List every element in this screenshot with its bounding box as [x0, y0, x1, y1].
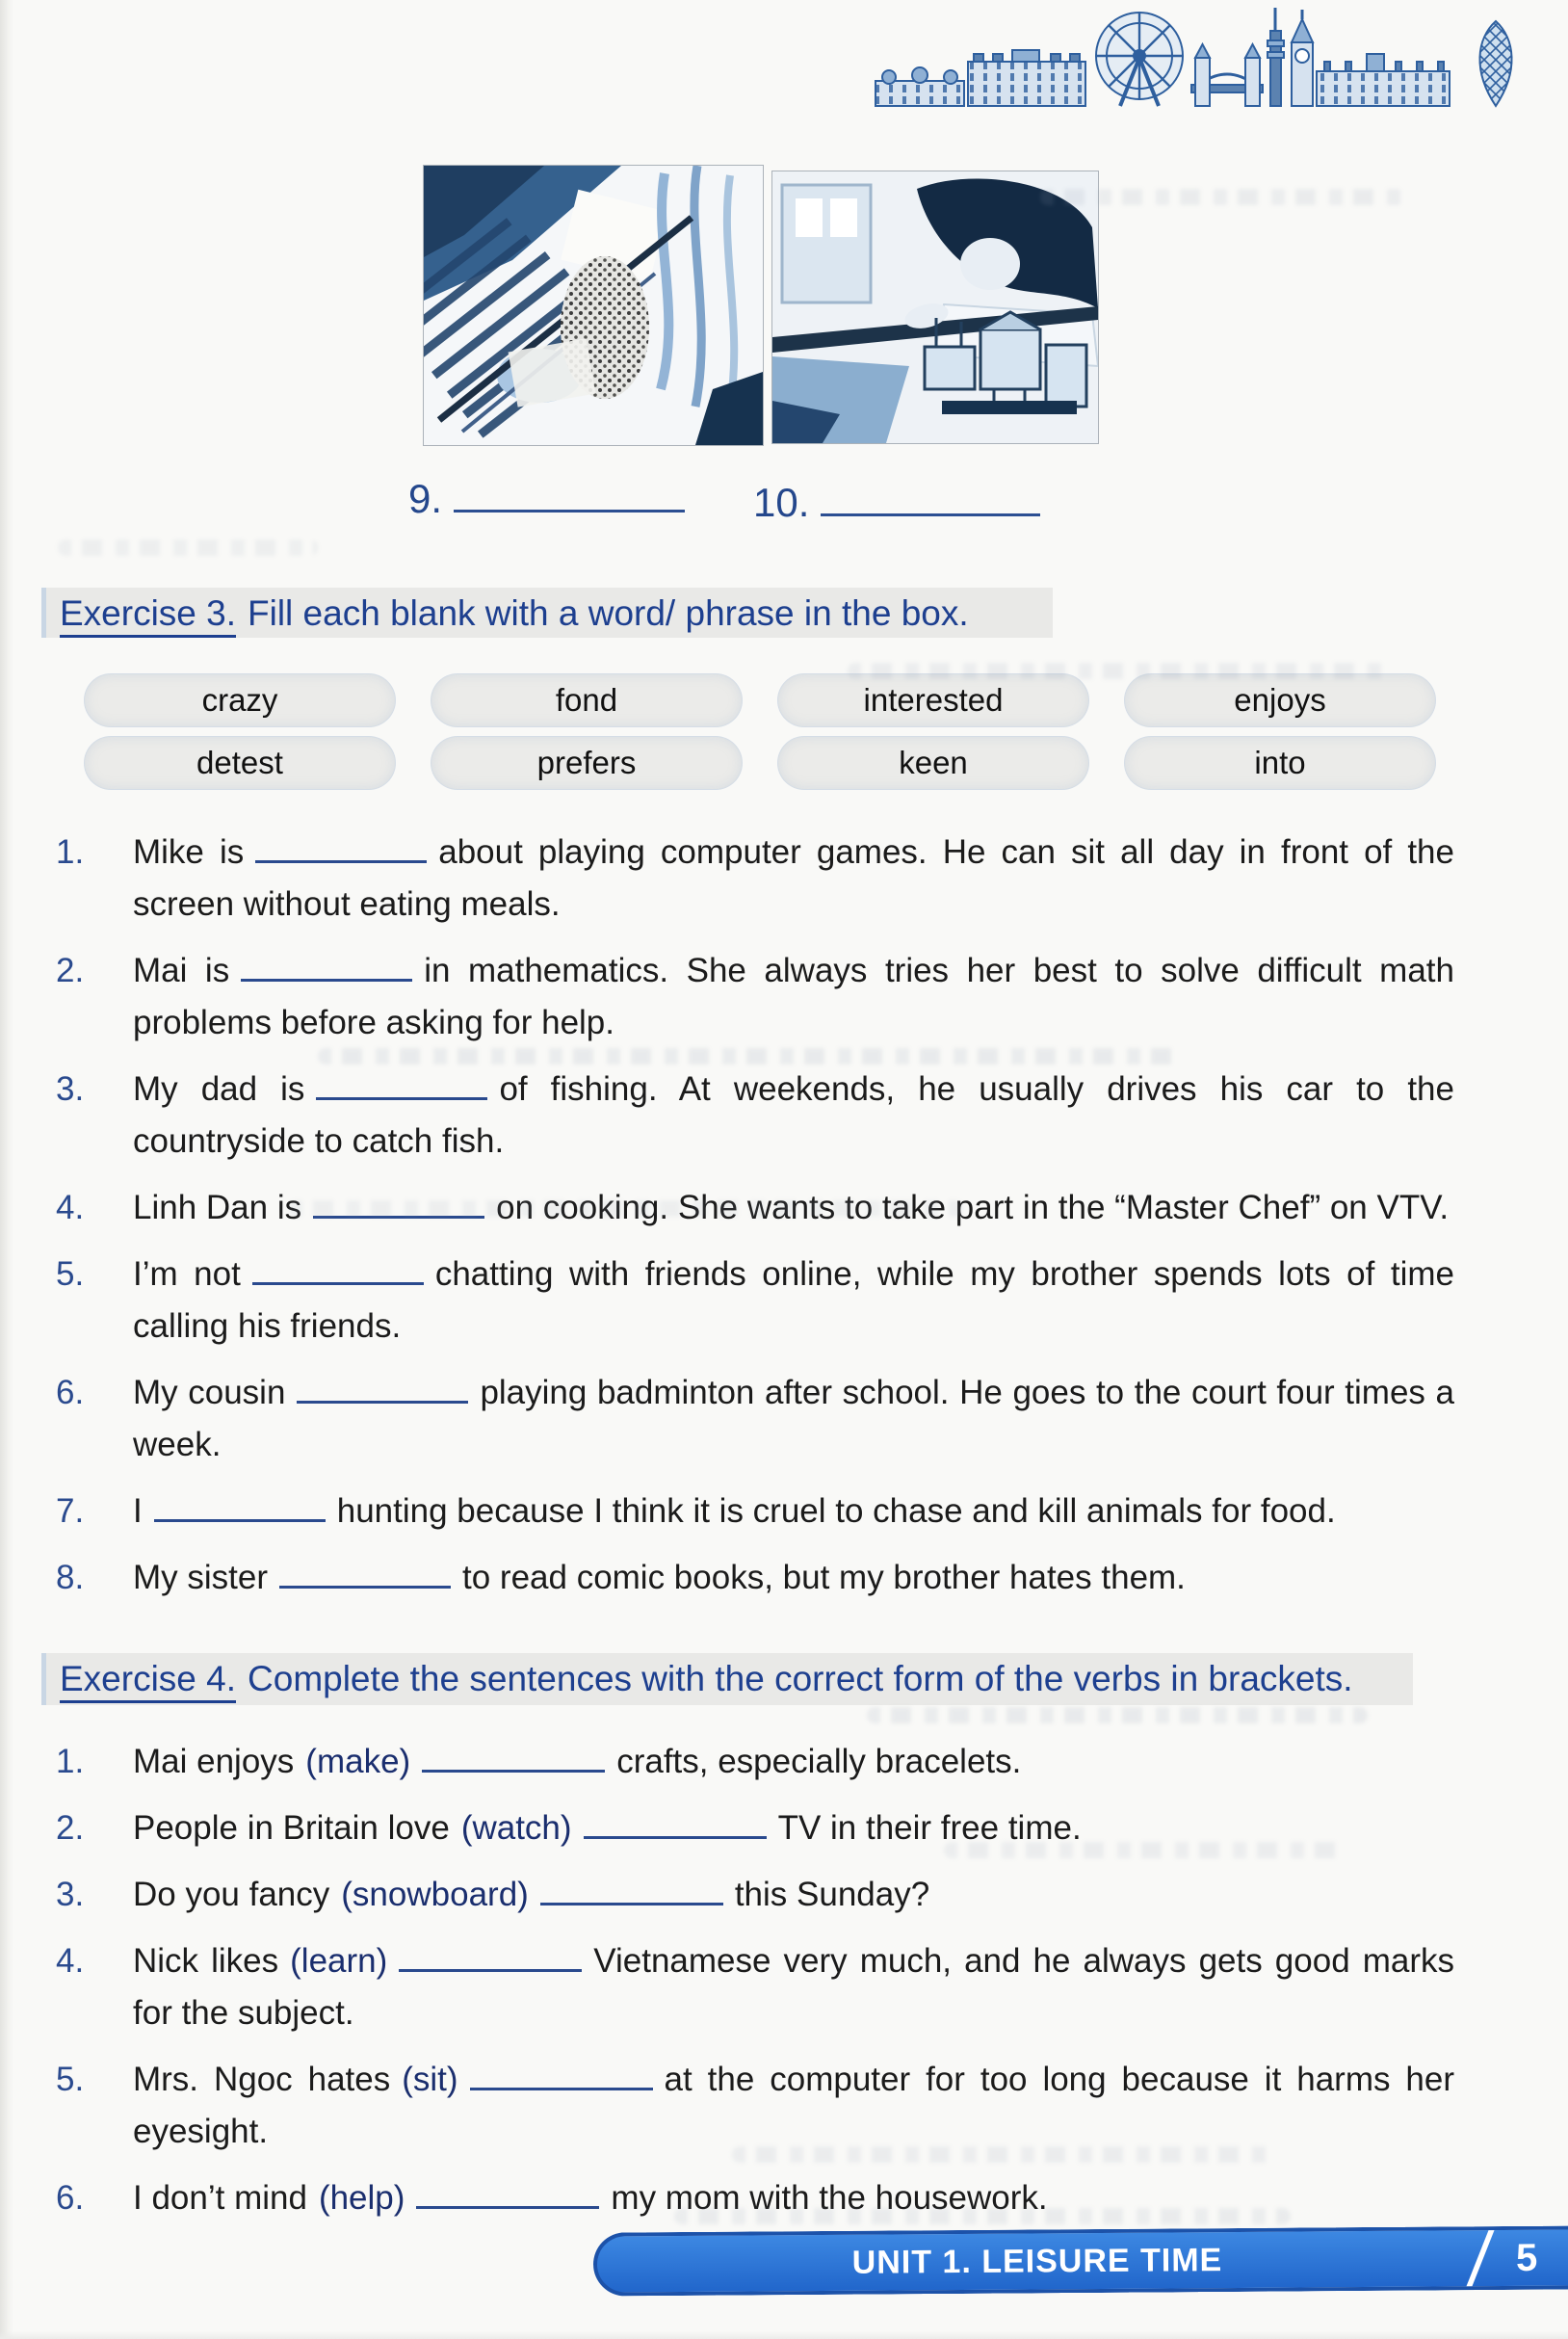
sentence-start: My cousin [133, 1374, 286, 1411]
exercise3-item-8 [56, 1552, 1454, 1604]
exercise4-item-1 [56, 1736, 1454, 1788]
word-pill [1125, 737, 1435, 789]
exercise4-header [41, 1653, 1413, 1705]
exercise3-title: Exercise 3. [60, 593, 236, 638]
page-number: 5 [1515, 2236, 1538, 2279]
item-text [133, 1064, 1454, 1168]
skyline-buildings [875, 8, 1512, 106]
bleed-through-artifact [318, 1048, 1185, 1064]
exercise4-title: Exercise 4. [60, 1659, 236, 1703]
word-pill-label: keen [899, 745, 968, 780]
scan-edge-shadow [0, 0, 13, 2339]
sentence-start: Mai enjoys [133, 1743, 295, 1780]
sentence-start: My dad is [133, 1070, 305, 1108]
bleed-through-artifact [674, 2208, 1291, 2224]
bleed-through-artifact [944, 1842, 1348, 1858]
word-box [85, 674, 1437, 789]
item-number: 5. [56, 1255, 85, 1293]
word-pill-label: interested [863, 682, 1004, 718]
sentence-end: of fishing. At weekends, he usually drives his car to the countryside to catch fish. [133, 1070, 1454, 1160]
exercise3-item-5 [56, 1248, 1454, 1353]
photo-number: 10. [753, 480, 810, 525]
exercise4-item-3 [56, 1869, 1454, 1921]
item-text [133, 1485, 1454, 1537]
fill-blank [255, 853, 427, 863]
sentence-start: Mrs. Ngoc hates [133, 2061, 391, 2098]
item-text [133, 1552, 1454, 1604]
sentence-start: Mai is [133, 952, 230, 989]
tower-bridge-icon [1191, 44, 1263, 106]
item-text [133, 2054, 1454, 2158]
sentence-start: Do you fancy [133, 1876, 330, 1913]
photo-number: 9. [408, 476, 443, 521]
london-skyline-illustration [872, 2, 1536, 108]
item-number: 1. [56, 833, 85, 871]
sentence-start: Nick likes [133, 1942, 279, 1980]
item-number: 5. [56, 2061, 85, 2098]
item-text [133, 1869, 1454, 1921]
sentence-end: this Sunday? [734, 1876, 930, 1913]
fill-blank [540, 1895, 723, 1905]
word-pill-label: enjoys [1234, 682, 1326, 718]
sentence-end: chatting with friends online, while my brother spends lots of time calling his friends. [133, 1255, 1455, 1345]
sentence-start: I don’t mind [133, 2179, 307, 2217]
item-text [133, 1367, 1454, 1471]
item-text [133, 1935, 1454, 2039]
photo-label-9 [408, 476, 685, 522]
fill-blank [316, 1090, 487, 1100]
word-pill [85, 674, 395, 726]
sentence-end: playing badminton after school. He goes to the court four times a week. [133, 1374, 1454, 1463]
exercise3-item-2 [56, 945, 1454, 1049]
item-number: 1. [56, 1743, 85, 1780]
verb-in-brackets: (snowboard) [341, 1876, 529, 1913]
sentence-start: I [133, 1492, 143, 1530]
unit-title: UNIT 1. LEISURE TIME [851, 2241, 1223, 2281]
sentence-end: TV in their free time. [777, 1809, 1082, 1847]
bleed-through-artifact [867, 1707, 1368, 1723]
verb-in-brackets: (make) [305, 1743, 411, 1780]
bleed-through-artifact [289, 1200, 963, 1217]
sentence-end: on cooking. She wants to take part in the “Master Chef” on VTV. [496, 1189, 1450, 1226]
item-number: 4. [56, 1189, 85, 1226]
sentence-start: Linh Dan is [133, 1189, 302, 1226]
word-pill-label: crazy [201, 682, 278, 718]
item-text [133, 945, 1454, 1049]
photo-knitting [424, 166, 763, 445]
bleed-through-artifact [58, 539, 318, 556]
item-text [133, 1248, 1454, 1353]
item-number: 3. [56, 1070, 85, 1108]
sentence-start: People in Britain love [133, 1809, 450, 1847]
fill-blank [297, 1393, 468, 1404]
sentence-end: in mathematics. She always tries her best to solve difficult math problems before asking for help. [133, 952, 1454, 1041]
item-number: 3. [56, 1876, 85, 1913]
word-pill-label: detest [196, 745, 283, 780]
exercise3-items [56, 827, 1454, 1618]
exercise3-instruction: Fill each blank with a word/ phrase in the box. [248, 593, 969, 633]
sentence-end: crafts, especially bracelets. [616, 1743, 1022, 1780]
verb-in-brackets: (sit) [402, 2061, 458, 2098]
fill-blank [241, 971, 412, 982]
fill-blank [470, 2080, 653, 2090]
item-number: 7. [56, 1492, 85, 1530]
item-text [133, 1736, 1454, 1788]
bleed-through-artifact [1040, 189, 1406, 205]
exercise3-item-7 [56, 1485, 1454, 1537]
gherkin-icon [1479, 21, 1511, 106]
fill-blank [584, 1828, 767, 1839]
sentence-end: my mom with the housework. [611, 2179, 1048, 2217]
item-number: 6. [56, 1374, 85, 1411]
sentence-start: I’m not [133, 1255, 241, 1293]
verb-in-brackets: (help) [318, 2179, 405, 2217]
sentence-end: Vietnamese very much, and he always gets good marks for the subject. [133, 1942, 1454, 2032]
fill-blank [154, 1511, 326, 1522]
verb-in-brackets: (learn) [290, 1942, 388, 1980]
sentence-end: at the computer for too long because it harms her eyesight. [133, 2061, 1454, 2150]
sentence-start: Mike is [133, 833, 245, 871]
word-pill-label: prefers [536, 745, 637, 780]
exercise3-item-3 [56, 1064, 1454, 1168]
big-ben-icon [1292, 10, 1313, 106]
item-text [133, 827, 1454, 931]
scan-edge-shadow-bottom [0, 2331, 1568, 2339]
answer-line [821, 504, 1040, 516]
exercise3-item-1 [56, 827, 1454, 931]
fill-blank [252, 1275, 424, 1285]
bleed-through-artifact [848, 663, 1387, 679]
footer-unit-bar [593, 2225, 1568, 2296]
fill-blank [422, 1762, 605, 1773]
word-pill [85, 737, 395, 789]
verb-in-brackets: (watch) [460, 1809, 572, 1847]
exercise3-item-6 [56, 1367, 1454, 1471]
answer-line [454, 500, 685, 512]
word-pill [778, 674, 1088, 726]
sentence-end: about playing computer games. He can sit all day in front of the screen without eating meals. [133, 833, 1454, 923]
item-number: 2. [56, 952, 85, 989]
word-pill [431, 674, 742, 726]
exercise4-item-5 [56, 2054, 1454, 2158]
word-pill-label: into [1254, 745, 1306, 780]
exercise4-instruction: Complete the sentences with the correct form of the verbs in brackets. [248, 1659, 1353, 1698]
exercise4-item-4 [56, 1935, 1454, 2039]
sentence-start: My sister [133, 1559, 268, 1596]
fill-blank [399, 1961, 582, 1972]
word-pill [1125, 674, 1435, 726]
item-number: 2. [56, 1809, 85, 1847]
fill-blank [279, 1578, 451, 1589]
fill-blank [416, 2198, 599, 2209]
photo-label-10 [753, 480, 1040, 526]
photo-model-building [772, 171, 1098, 443]
ferris-wheel-icon [1096, 13, 1183, 106]
sentence-end: hunting because I think it is cruel to chase and kill animals for food. [336, 1492, 1336, 1530]
word-pill [778, 737, 1088, 789]
sentence-end: to read comic books, but my brother hates them. [462, 1559, 1186, 1596]
item-number: 4. [56, 1942, 85, 1980]
item-number: 8. [56, 1559, 85, 1596]
exercise4-items [56, 1736, 1454, 2239]
word-pill [431, 737, 742, 789]
exercise3-header [41, 588, 1053, 638]
item-number: 6. [56, 2179, 85, 2217]
bleed-through-artifact [732, 2146, 1271, 2163]
word-pill-label: fond [555, 682, 618, 718]
